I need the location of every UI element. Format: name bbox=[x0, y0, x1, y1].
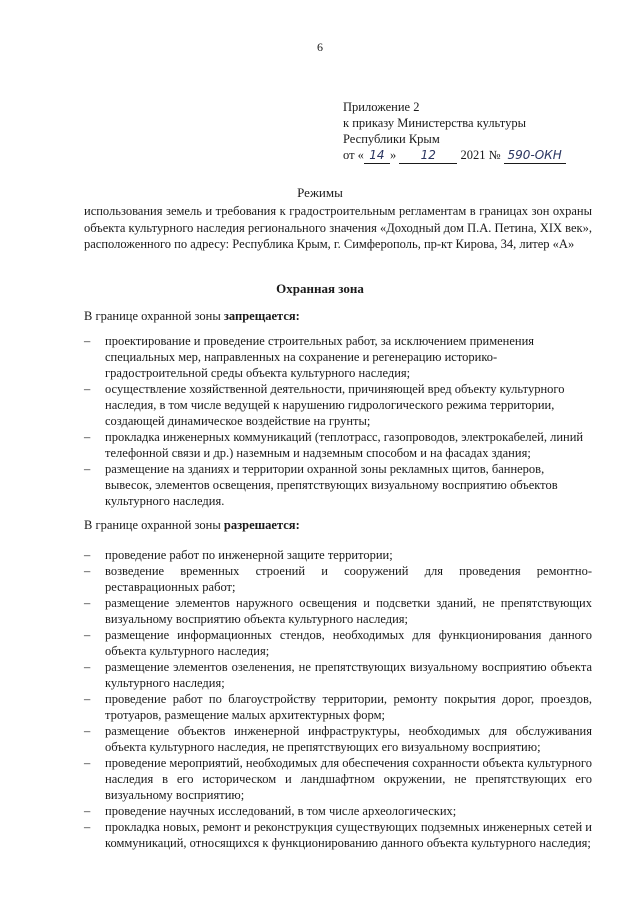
zone-heading: Охранная зона bbox=[276, 281, 364, 296]
date-year: 2021 № bbox=[460, 148, 501, 162]
allowed-item: – размещение объектов инженерной инфраструктуры, необходимых для обслуживания объекта культурного наследия, не препятствующих его визуальному восприятию; bbox=[84, 723, 592, 755]
allowed-item: – прокладка новых, ремонт и реконструкция существующих подземных инженерных сетей и коммуникаций, относящихся к функционированию данного объекта культурного наследия; bbox=[84, 819, 592, 851]
document-subtitle: использования земель и требования к градостроительным регламентам в границах зон охраны объекта культурного наследия регионального значения «Доходный дом П.А. Петина, XIX век», расположенного по адресу: Республика Крым, г. Симферополь, пр-кт Кирова, 34, литер «А» bbox=[84, 204, 592, 251]
prohibited-item: – размещение на зданиях и территории охранной зоны рекламных щитов, баннеров, вывесок, элементов освещения, препятствующих визуальному восприятию объектов культурного наследия. bbox=[84, 461, 592, 509]
allowed-item: – размещение элементов озеленения, не препятствующих визуальному восприятию объекта культурного наследия; bbox=[84, 659, 592, 691]
doc-number: 590-ОКН bbox=[504, 147, 566, 164]
appendix-title: Приложение 2 bbox=[343, 100, 420, 114]
page-number: 6 bbox=[317, 40, 323, 54]
allowed-intro-text: В границе охранной зоны bbox=[84, 518, 224, 532]
appendix-block bbox=[343, 99, 566, 164]
appendix-order-line: к приказу Министерства культуры bbox=[343, 116, 526, 130]
prohibited-item: – проектирование и проведение строительных работ, за исключением применения специальных мер, направленных на сохранение и регенерацию историко-градостроительной среды объекта культурного наследия; bbox=[84, 333, 592, 381]
date-day: 14 bbox=[364, 147, 390, 164]
prohibited-item: – прокладка инженерных коммуникаций (теплотрасс, газопроводов, электрокабелей, линий телефонной связи и др.) наземным и надземным способом и на фасадах здания; bbox=[84, 429, 592, 461]
prohibited-item: – осуществление хозяйственной деятельности, причиняющей вред объекту культурного наследия, в том числе ведущей к нарушению гидрологического режима территории, создающей динамическое воздействие на грунты; bbox=[84, 381, 592, 429]
document-title: Режимы bbox=[297, 185, 343, 200]
allowed-item: – проведение работ по благоустройству территории, ремонту покрытия дорог, проездов, тротуаров, размещение малых архитектурных форм; bbox=[84, 691, 592, 723]
date-prefix: от « bbox=[343, 148, 364, 162]
allowed-item: – проведение работ по инженерной защите территории; bbox=[84, 547, 592, 563]
prohibited-intro-text: В границе охранной зоны bbox=[84, 309, 224, 323]
date-month: 12 bbox=[399, 147, 457, 164]
allowed-intro-bold: разрешается: bbox=[223, 518, 300, 532]
allowed-item: – возведение временных строений и сооружений для проведения ремонтно-реставрационных работ; bbox=[84, 563, 592, 595]
allowed-item: – проведение научных исследований, в том числе археологических; bbox=[84, 803, 592, 819]
allowed-item: – размещение информационных стендов, необходимых для функционирования данного объекта культурного наследия; bbox=[84, 627, 592, 659]
prohibited-list bbox=[84, 333, 592, 509]
appendix-republic-line: Республики Крым bbox=[343, 132, 440, 146]
appendix-date-line bbox=[343, 147, 566, 164]
allowed-intro bbox=[84, 518, 300, 533]
allowed-item: – размещение элементов наружного освещения и подсветки зданий, не препятствующих визуальному восприятию объекта культурного наследия; bbox=[84, 595, 592, 627]
prohibited-intro-bold: запрещается: bbox=[223, 309, 300, 323]
allowed-list bbox=[84, 547, 592, 851]
prohibited-intro bbox=[84, 309, 300, 324]
allowed-item: – проведение мероприятий, необходимых для обеспечения сохранности объекта культурного наследия в его историческом и ландшафтном окружении, не препятствующих его визуальному восприятию; bbox=[84, 755, 592, 803]
date-mid: » bbox=[389, 148, 397, 162]
